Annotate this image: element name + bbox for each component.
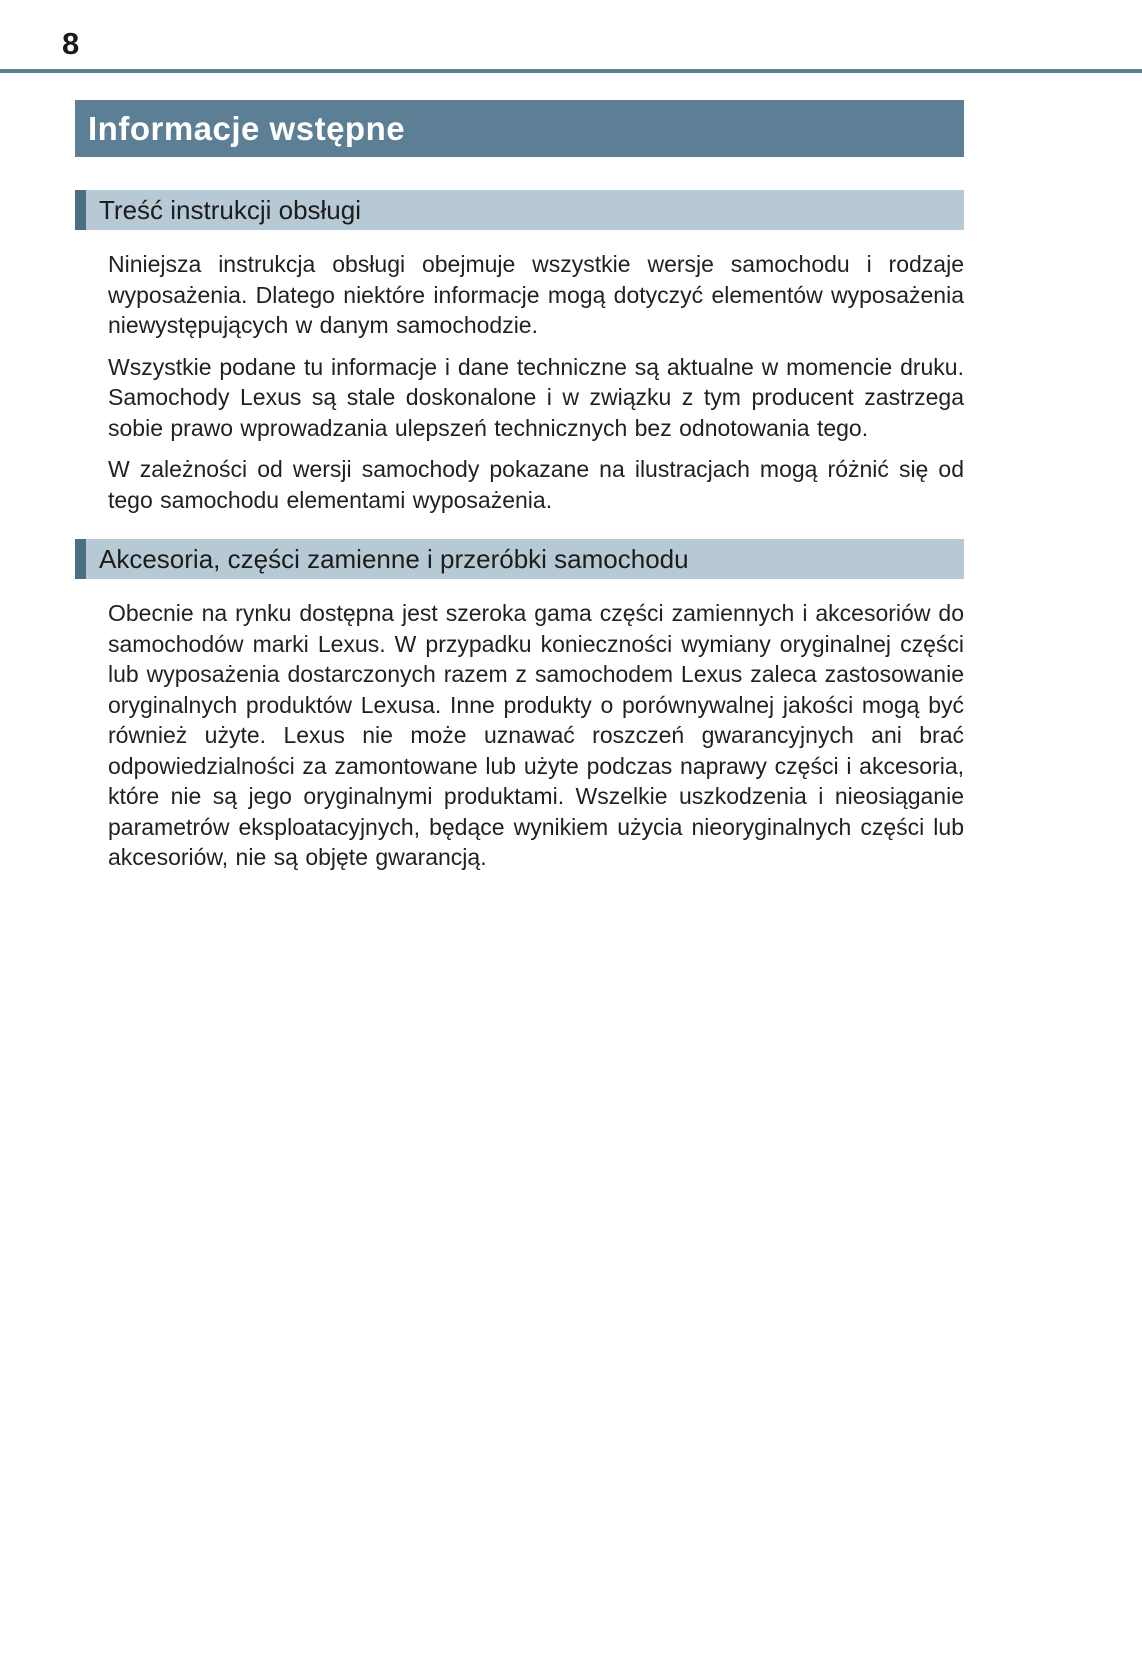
chapter-title: Informacje wstępne [88,109,406,147]
paragraph: Wszystkie podane tu informacje i dane techniczne są aktualne w momencie druku. Samochody Lexus są stale doskonalone i w związku z tym producent zastrzega sobie prawo wprowadzania ulepszeń technicznych bez odnotowania tego. [108,353,964,441]
section-heading: Akcesoria, części zamienne i przeróbki samochodu [99,543,689,574]
section-accent-bar [75,539,86,579]
paragraph: Niniejsza instrukcja obsługi obejmuje wszystkie wersje samochodu i rodzaje wyposażenia. Dlatego niektóre informacje mogą dotyczyć elementów wyposażenia niewystępujących w danym samochodzie. [108,251,964,338]
page-number: 8 [62,26,80,61]
chapter-title-bar [75,100,964,157]
section-accent-bar [75,190,86,230]
section-body-akcesoria [75,598,964,873]
section-heading: Treść instrukcji obsługi [99,194,362,225]
paragraph: Obecnie na rynku dostępna jest szeroka gama części zamiennych i akcesoriów do samochodów marki Lexus. W przypadku konieczności wymiany oryginalnej części lub wyposażenia dostarczonych razem z samochodem Lexus zaleca zastosowanie oryginalnych produktów Lexusa. Inne produkty o porównywalnej jakości mogą być również użyte. Lexus nie może uznawać roszczeń gwarancyjnych ani brać odpowiedzialności za zamontowane lub użyte podczas naprawy części i akcesoria, które nie są jego oryginalnymi produktami. Wszelkie uszkodzenia i nieosiąganie parametrów eksploatacyjnych, będące wynikiem użycia nieoryginalnych części lub akcesoriów, nie są objęte gwarancją. [108,600,964,870]
section-body-tresc [75,249,964,515]
paragraph: W zależności od wersji samochody pokazane na ilustracjach mogą różnić się od tego samochodu elementami wyposażenia. [108,456,964,513]
page-content [75,100,964,891]
section-header-akcesoria [75,539,964,579]
section-heading-bg [86,539,964,579]
section-header-tresc [75,190,964,230]
top-rule [0,69,1142,73]
section-heading-bg [86,190,964,230]
